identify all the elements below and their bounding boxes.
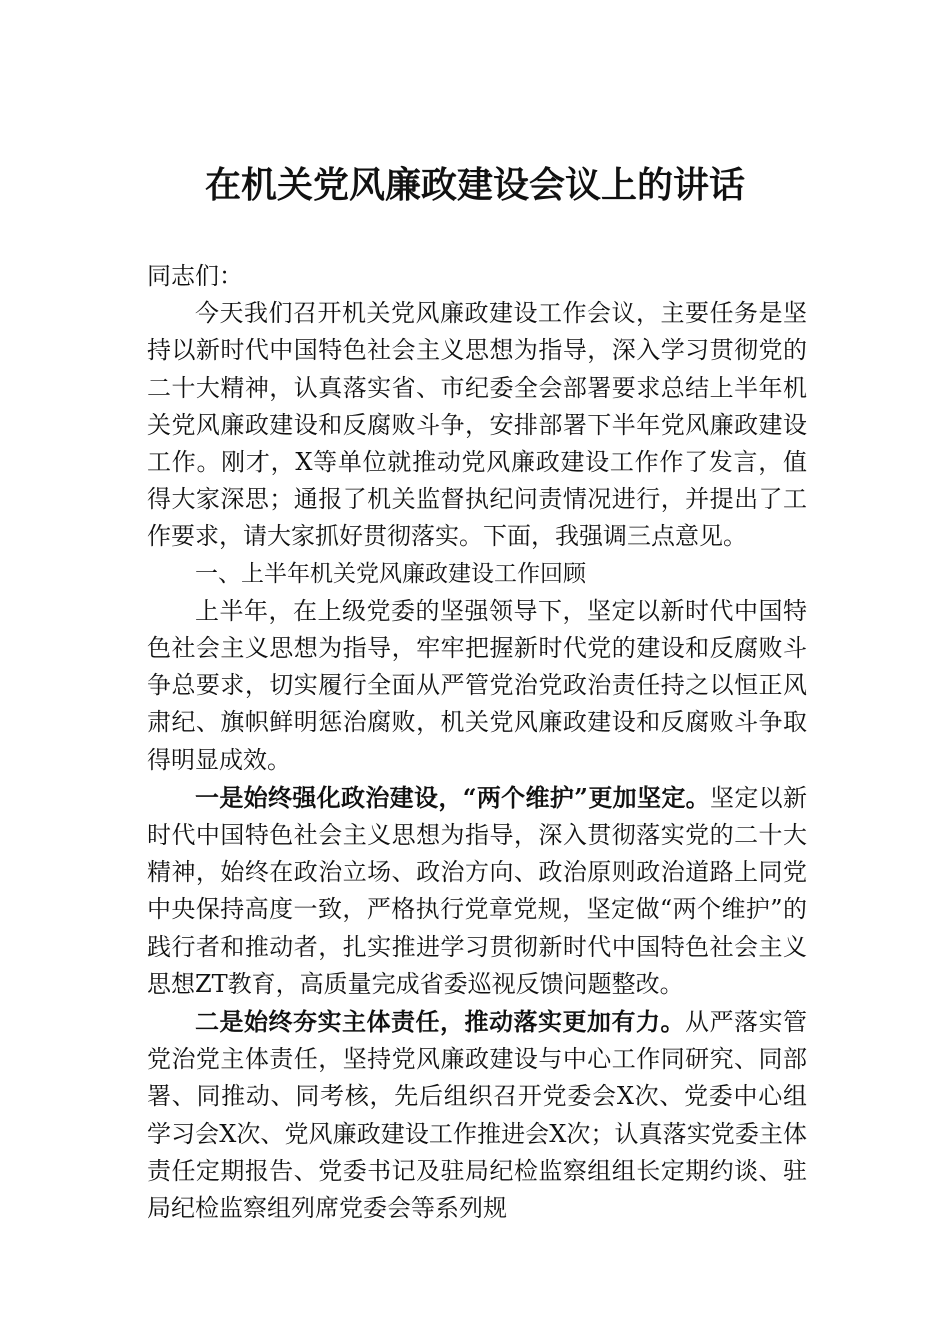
document-body bbox=[147, 258, 807, 1227]
point-paragraph-1 bbox=[147, 779, 807, 1003]
salutation: 同志们： bbox=[147, 262, 243, 290]
point-body-2: 从严落实管党治党主体责任，坚持党风廉政建设与中心工作同研究、同部署、同推动、同考核，先后组织召开党委会X次、党委中心组学习会X次、党风廉政建设工作推进会X次；认真落实党委主体责任定期报告、党委书记及驻局纪检监察组组长定期约谈、驻局纪检监察组列席党委会等系列规 bbox=[147, 1008, 807, 1223]
point-body-1: 坚定以新时代中国特色社会主义思想为指导，深入贯彻落实党的二十大精神，始终在政治立场、政治方向、政治原则政治道路上同党中央保持高度一致，严格执行党章党规，坚定做“两个维护”的践行者和推动者，扎实推进学习贯彻新时代中国特色社会主义思想ZT教育，高质量完成省委巡视反馈问题整改。 bbox=[147, 783, 808, 998]
page-title: 在机关党风廉政建设会议上的讲话 bbox=[204, 164, 745, 206]
intro-paragraph: 今天我们召开机关党风廉政建设工作会议，主要任务是坚持以新时代中国特色社会主义思想为指导，深入学习贯彻党的二十大精神，认真落实省、市纪委全会部署要求总结上半年机关党风廉政建设和反腐败斗争，安排部署下半年党风廉政建设工作。刚才，X等单位就推动党风廉政建设工作作了发言，值得大家深思；通报了机关监督执纪问责情况进行，并提出了工作要求，请大家抓好贯彻落实。下面，我强调三点意见。 bbox=[147, 299, 807, 551]
section-heading: 一、上半年机关党风廉政建设工作回顾 bbox=[195, 560, 586, 587]
section-intro-paragraph: 上半年，在上级党委的坚强领导下，坚定以新时代中国特色社会主义思想为指导，牢牢把握新时代党的建设和反腐败斗争总要求，切实履行全面从严管党治党政治责任持之以恒正风肃纪、旗帜鲜明惩治腐败，机关党风廉政建设和反腐败斗争取得明显成效。 bbox=[147, 596, 807, 774]
point-lead-2: 二是始终夯实主体责任，推动落实更加有力。 bbox=[195, 1007, 685, 1037]
point-paragraph-2 bbox=[147, 1003, 807, 1227]
point-lead-1: 一是始终强化政治建设，“两个维护”更加坚定。 bbox=[195, 782, 710, 812]
